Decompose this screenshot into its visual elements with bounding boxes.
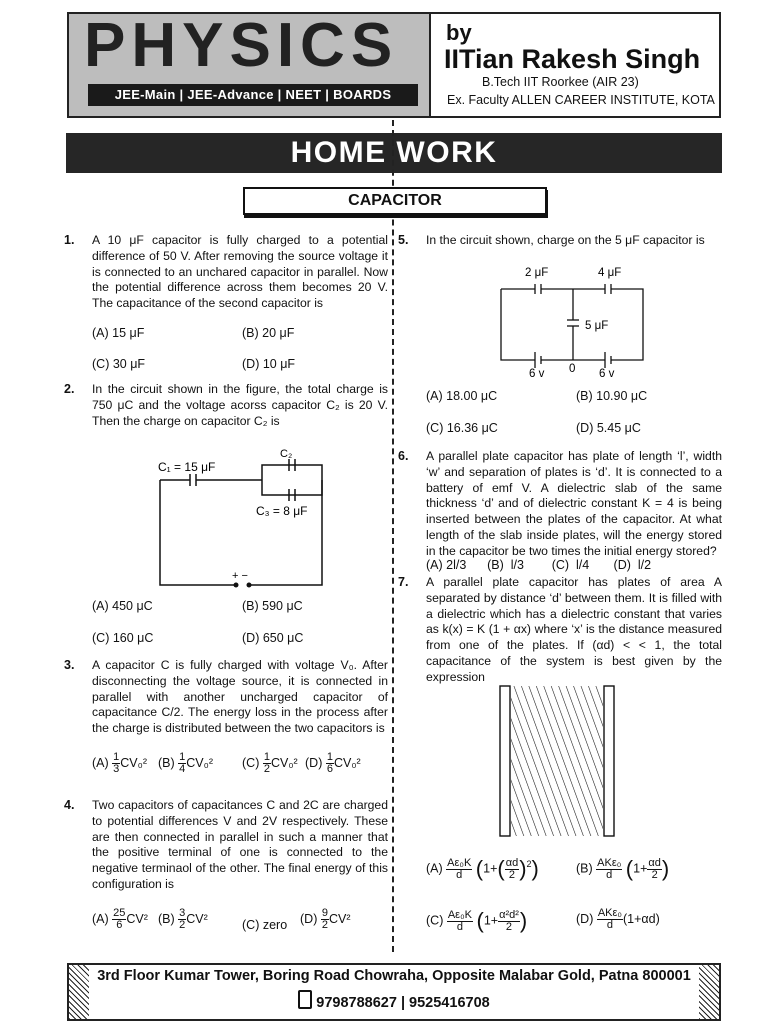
q3-option-b bbox=[158, 752, 213, 775]
homework-banner: HOME WORK bbox=[66, 133, 722, 173]
footer-phone-row bbox=[88, 990, 700, 1011]
q4-number: 4. bbox=[64, 798, 75, 812]
q4-a-fraction: $\frac{25}{6}$ bbox=[113, 907, 126, 931]
footer-address: 3rd Floor Kumar Tower, Boring Road Chowraha, Opposite Malabar Gold, Patna 800001 bbox=[97, 968, 691, 984]
q7-c-fraction: $\frac{\text{Aε₀K}}{d}$ bbox=[447, 908, 472, 933]
q5-label-2uF: 2 μF bbox=[525, 267, 549, 279]
q6-number: 6. bbox=[398, 449, 409, 463]
q3-b-expr: CV₀² bbox=[186, 755, 213, 770]
q4-option-c: (C) zero bbox=[242, 918, 288, 932]
q4-b-label: (B) bbox=[158, 911, 175, 926]
q1-option-b: (B) 20 μF bbox=[242, 326, 295, 340]
q7-option-d bbox=[576, 908, 660, 931]
q3-a-label: (A) bbox=[92, 755, 109, 770]
q7-text: A parallel plate capacitor has plates of area A separated by distance ‘d’ between them. It is filled with a dielectric which has a dielectric constant that varies as k(x) = K (1 + αx) where ‘x’ is the distance measured from one of the plates. If (αd) < < 1, the total capacitance of the system is best given by the expression bbox=[426, 575, 722, 684]
q6-options: (A) 2l/3 (B) l/3 (C) l/4 (D) l/2 bbox=[426, 558, 652, 572]
q3-c-fraction: $\frac{1}{2}$ bbox=[263, 751, 270, 775]
q5-option-b: (B) 10.90 μC bbox=[576, 389, 648, 403]
q7-number: 7. bbox=[398, 575, 409, 589]
subject-title: PHYSICS bbox=[84, 11, 399, 80]
q3-option-c bbox=[242, 752, 298, 775]
q5-option-d: (D) 5.45 μC bbox=[576, 421, 641, 435]
q4-d-fraction: $\frac{9}{2}$ bbox=[321, 907, 328, 931]
q4-option-a bbox=[92, 908, 148, 931]
q2-option-a: (A) 450 μC bbox=[92, 599, 153, 613]
q7-b-fraction: $\frac{\text{AKε₀}}{d}$ bbox=[597, 856, 622, 881]
q7-a-fraction: $\frac{\text{Aε₀K}}{d}$ bbox=[447, 856, 472, 881]
q5-option-c: (C) 16.36 μC bbox=[426, 421, 498, 435]
q3-a-fraction: $\frac{1}{3}$ bbox=[113, 751, 120, 775]
q3-option-a bbox=[92, 752, 147, 775]
q2-option-c: (C) 160 μC bbox=[92, 631, 154, 645]
q1-text: A 10 μF capacitor is fully charged to a potential difference of 50 V. After removing the source voltage it is connected to an unchared capacitor in parallel. Now the potential difference across them becomes 20 V. The capacitance of the second capacitor is bbox=[92, 233, 388, 311]
q1-option-c: (C) 30 μF bbox=[92, 357, 146, 371]
footer-phones: 9798788627 | 9525416708 bbox=[316, 995, 490, 1011]
author-name: IITian Rakesh Singh bbox=[444, 44, 701, 74]
phone-icon bbox=[298, 990, 312, 1009]
footer-hatch-left bbox=[69, 965, 89, 1019]
q7-option-b: (B) $\frac{\text{AKε₀}}{d}$ (1+ $\frac{\alpha d}{2}$ ) bbox=[576, 856, 670, 881]
q2-text: In the circuit shown in the figure, the total charge is 750 μC and the voltage acorss capacitor C₂ is 20 V. Then the charge on capacitor C₂ is bbox=[92, 382, 388, 428]
q1-option-a: (A) 15 μF bbox=[92, 326, 145, 340]
q4-d-expr: CV² bbox=[328, 911, 351, 926]
q3-d-label: (D) bbox=[305, 755, 323, 770]
q3-text: A capacitor C is fully charged with voltage V₀. After disconnecting the voltage source, it is connected in parallel with another uncharged capacitor of capacitance C/2. The energy loss in the process after the charge is distributed between the two capacitors is bbox=[92, 658, 388, 736]
q5-number: 5. bbox=[398, 233, 409, 247]
q3-b-fraction: $\frac{1}{4}$ bbox=[179, 751, 186, 775]
q3-number: 3. bbox=[64, 658, 75, 672]
q3-option-d bbox=[305, 752, 361, 775]
q7-option-a: (A) $\frac{\text{Aε₀K}}{d}$ (1+( $\frac{\alpha d}{2}$ )$^2$) bbox=[426, 856, 539, 881]
q2-terminal-signs: + − bbox=[232, 570, 248, 582]
q2-option-b: (B) 590 μC bbox=[242, 599, 303, 613]
q4-text: Two capacitors of capacitances C and 2C are charged to potential differences V and 2V respectively. These are then connected in parallel in such a manner that the positive terminal of one is connected to the negative terminaol of the other. The final energy of this configuration is bbox=[92, 798, 388, 891]
q4-b-expr: CV² bbox=[186, 911, 208, 926]
author-credential: B.Tech IIT Roorkee (AIR 23) bbox=[482, 75, 639, 89]
q5-label-4uF: 4 μF bbox=[598, 267, 622, 279]
footer-hatch-right bbox=[699, 965, 719, 1019]
q7-option-c: (C) $\frac{\text{Aε₀K}}{d}$ (1+ $\frac{\text{α²d²}}{2}$ ) bbox=[426, 908, 528, 933]
topic-title: CAPACITOR bbox=[243, 187, 547, 215]
author-faculty: Ex. Faculty ALLEN CAREER INSTITUTE, KOTA bbox=[447, 93, 715, 107]
q2-number: 2. bbox=[64, 382, 75, 396]
q4-a-expr: CV² bbox=[126, 911, 148, 926]
column-divider bbox=[392, 120, 394, 952]
q7-c-label: (C) bbox=[426, 913, 444, 928]
q2-circuit-diagram bbox=[150, 443, 330, 588]
q5-label-5uF: 5 μF bbox=[585, 320, 609, 332]
q3-d-expr: CV₀² bbox=[333, 755, 361, 770]
q4-b-fraction: $\frac{3}{2}$ bbox=[179, 907, 186, 931]
q3-b-label: (B) bbox=[158, 755, 175, 770]
q5-label-zero: 0 bbox=[569, 363, 576, 375]
q6-text: A parallel plate capacitor has plate of length ‘l’, width ‘w’ and separation of plates is ‘d’. It is connected to a battery of emf V. A dielectric slab of the same thickness ‘d’ and of dielectric constant K = 4 is being inserted between the plates of the capacitor. At what length of the slab inside plates, will the energy stored in the capacitor be two times the initial energy stored? bbox=[426, 449, 722, 558]
q5-label-6v-right: 6 v bbox=[599, 368, 615, 380]
q5-label-6v-left: 6 v bbox=[529, 368, 545, 380]
q7-dielectric-figure bbox=[498, 684, 618, 840]
q7-d-label: (D) bbox=[576, 911, 594, 926]
q1-option-d: (D) 10 μF bbox=[242, 357, 296, 371]
q3-c-label: (C) bbox=[242, 755, 260, 770]
q1-number: 1. bbox=[64, 233, 75, 247]
q4-option-d bbox=[300, 908, 351, 931]
q3-a-expr: CV₀² bbox=[120, 755, 147, 770]
q7-a-label: (A) bbox=[426, 861, 443, 876]
exam-tagline: JEE-Main | JEE-Advance | NEET | BOARDS bbox=[88, 84, 418, 106]
q2-c2-label: C₂ bbox=[280, 448, 293, 460]
q5-text: In the circuit shown, charge on the 5 μF capacitor is bbox=[426, 233, 705, 247]
q7-d-expr: (1+αd) bbox=[623, 911, 660, 926]
q3-d-fraction: $\frac{1}{6}$ bbox=[326, 751, 333, 775]
q4-d-label: (D) bbox=[300, 911, 318, 926]
q5-option-a: (A) 18.00 μC bbox=[426, 389, 498, 403]
by-label: by bbox=[446, 20, 472, 45]
q7-d-fraction: $\frac{\text{AKε₀}}{d}$ bbox=[597, 907, 622, 931]
q7-b-label: (B) bbox=[576, 861, 593, 876]
q2-c3-label: C₃ = 8 μF bbox=[256, 504, 308, 518]
q2-c1-label: C₁ = 15 μF bbox=[158, 460, 216, 474]
q3-c-expr: CV₀² bbox=[270, 755, 298, 770]
q2-option-d: (D) 650 μC bbox=[242, 631, 304, 645]
q4-option-b bbox=[158, 908, 208, 931]
q4-a-label: (A) bbox=[92, 911, 109, 926]
q5-circuit-diagram bbox=[495, 262, 647, 380]
